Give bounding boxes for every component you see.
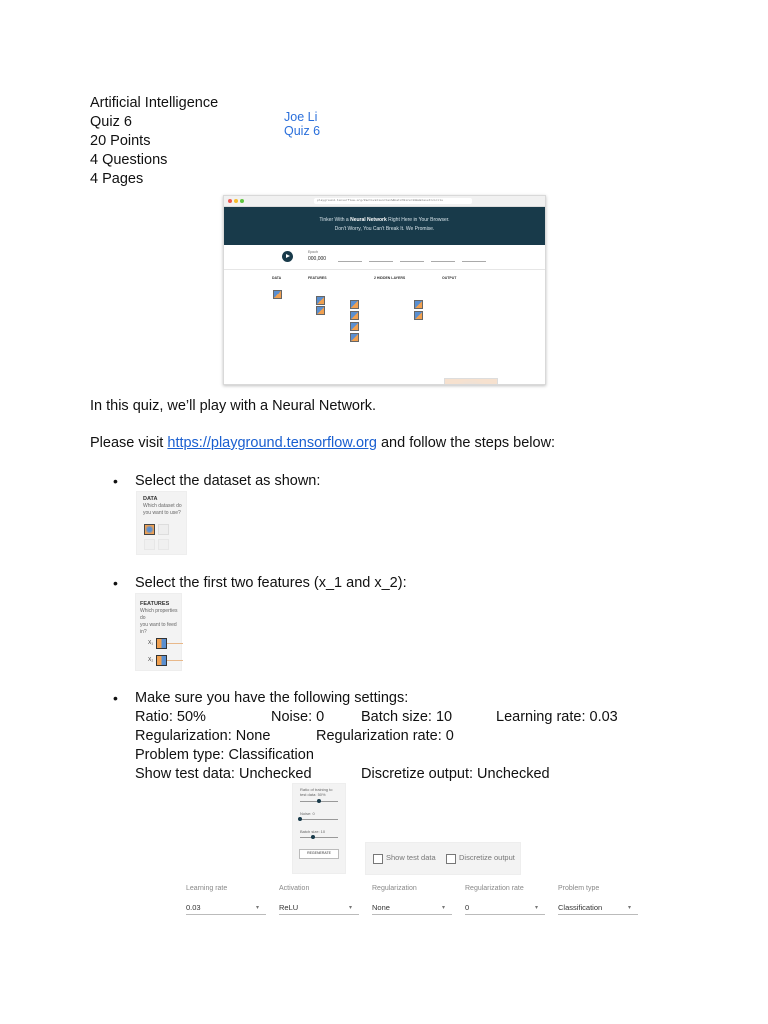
- features-inset-desc: Which properties do you want to feed in?: [140, 608, 178, 635]
- points-line: 20 Points: [90, 133, 151, 149]
- dataset-thumb: [273, 290, 282, 299]
- banner-line-2: Don't Worry, You Can't Break It. We Promise.: [334, 226, 435, 232]
- discretize-label: Discretize output: [459, 853, 515, 862]
- noise-slider-track: [300, 819, 338, 820]
- select-label: Regularization rate: [465, 885, 524, 892]
- setting-reg-rate: Regularization rate: 0: [316, 728, 454, 744]
- quiz-header: [90, 94, 218, 189]
- discretize-checkbox: [446, 854, 456, 864]
- hidden-node: [350, 333, 359, 342]
- select-underline: [372, 914, 452, 915]
- author-name: Joe Li: [284, 110, 318, 124]
- select-label: Problem type: [558, 885, 600, 892]
- close-dot-icon: [228, 199, 232, 203]
- features-inset-title: FEATURES: [140, 601, 170, 607]
- hidden-node: [414, 311, 423, 320]
- batch-slider-track: [300, 837, 338, 838]
- dataset-option-icon: [158, 524, 169, 535]
- checkbox-inset-image: [365, 842, 521, 875]
- x2-feature-icon: [156, 655, 167, 666]
- feature-node: [316, 296, 325, 305]
- step-dataset: • Select the dataset as shown:: [113, 473, 321, 489]
- select-row-image: [0, 880, 768, 920]
- ratio-slider-knob: [317, 799, 321, 803]
- step-settings: • Make sure you have the following settings:: [113, 690, 409, 706]
- setting-batch: Batch size: 10: [361, 709, 453, 725]
- mini-select-activation: [369, 253, 393, 262]
- questions-line: 4 Questions: [90, 152, 168, 168]
- select-underline: [279, 914, 359, 915]
- dataset-option-icon: [158, 539, 169, 550]
- col-features: FEATURES: [308, 276, 327, 280]
- step-features: • Select the first two features (x_1 and x_2):: [113, 575, 407, 591]
- mini-select-lr: [338, 253, 362, 262]
- select-underline: [465, 914, 545, 915]
- control-row: [224, 245, 545, 270]
- learning-rate-value: 0.03: [186, 903, 201, 912]
- bullet-icon: •: [113, 690, 118, 706]
- setting-discretize: Discretize output: Unchecked: [361, 766, 550, 782]
- playground-link[interactable]: https://playground.tensorflow.org: [167, 435, 377, 451]
- hidden-node: [350, 300, 359, 309]
- data-inset-title: DATA: [143, 496, 158, 502]
- mini-select-regrate: [431, 253, 455, 262]
- circle-dataset-icon: [144, 524, 155, 535]
- epoch-label: Epoch: [308, 250, 318, 254]
- setting-problem-type: Problem type: Classification: [135, 747, 314, 763]
- hidden-node: [350, 311, 359, 320]
- features-inset-image: [135, 593, 182, 671]
- noise-slider-knob: [298, 817, 302, 821]
- course-title: Artificial Intelligence: [90, 95, 219, 111]
- chevron-down-icon: ▾: [535, 905, 539, 911]
- minimize-dot-icon: [234, 199, 238, 203]
- setting-ratio: Ratio: 50%: [135, 709, 206, 725]
- x1-feature-icon: [156, 638, 167, 649]
- bullet-icon: •: [113, 473, 118, 489]
- regenerate-button: REGENERATE: [299, 849, 339, 859]
- activation-value: ReLU: [279, 903, 299, 912]
- col-output: OUTPUT: [442, 276, 457, 280]
- setting-show-test: Show test data: Unchecked: [135, 766, 312, 782]
- select-underline: [558, 914, 638, 915]
- intro-text: In this quiz, we’ll play with a Neural Network.: [90, 398, 377, 414]
- dataset-option-icon: [144, 539, 155, 550]
- bullet-icon: •: [113, 575, 118, 591]
- output-plot: [444, 378, 498, 385]
- mini-select-reg: [400, 253, 424, 262]
- select-label: Learning rate: [186, 885, 228, 892]
- playground-screenshot: [223, 195, 546, 385]
- author-quiz: Quiz 6: [284, 124, 321, 138]
- col-hidden-layers: 2 HIDDEN LAYERS: [374, 276, 406, 280]
- x2-label: X₂: [148, 657, 154, 663]
- noise-slider-label: Noise: 0: [300, 811, 315, 816]
- visit-pre: Please visit: [90, 435, 168, 451]
- pages-line: 4 Pages: [90, 171, 144, 187]
- visit-line: [90, 434, 555, 453]
- data-inset-image: [136, 491, 187, 555]
- batch-slider-label: Batch size: 10: [300, 829, 326, 834]
- col-data: DATA: [272, 276, 282, 280]
- browser-bar: [224, 196, 545, 207]
- chevron-down-icon: ▾: [256, 905, 260, 911]
- banner-line-1: Tinker With a Neural Network Right Here in Your Browser.: [319, 217, 450, 223]
- show-test-checkbox: [373, 854, 383, 864]
- maximize-dot-icon: [240, 199, 244, 203]
- mini-select-problem: [462, 253, 486, 262]
- author-block: [284, 110, 320, 138]
- x2-link: [167, 660, 183, 661]
- chevron-down-icon: ▾: [442, 905, 446, 911]
- playground-banner: [224, 207, 545, 245]
- x1-link: [167, 643, 183, 644]
- quiz-number: Quiz 6: [90, 114, 132, 130]
- select-label: Regularization: [372, 885, 417, 892]
- hidden-node: [414, 300, 423, 309]
- hidden-node: [350, 322, 359, 331]
- data-inset-desc: Which dataset do you want to use?: [143, 503, 182, 516]
- ratio-slider-label: Ratio of training to test data: 50%: [300, 787, 333, 797]
- x1-label: X₁: [148, 640, 154, 646]
- chevron-down-icon: ▾: [349, 905, 353, 911]
- select-underline: [186, 914, 266, 915]
- problem-type-value: Classification: [558, 903, 603, 912]
- feature-node: [316, 306, 325, 315]
- play-icon: [282, 251, 293, 262]
- show-test-label: Show test data: [386, 853, 436, 862]
- regularization-rate-value: 0: [465, 903, 470, 912]
- playground-body: [224, 270, 545, 385]
- settings-inset-image: [292, 783, 346, 874]
- visit-post: and follow the steps below:: [376, 435, 556, 451]
- setting-learning-rate: Learning rate: 0.03: [496, 709, 618, 725]
- url-bar: playground.tensorflow.org/#activation=tanh&batchSize=10&dataset=circle: [314, 198, 472, 204]
- chevron-down-icon: ▾: [628, 905, 632, 911]
- setting-regularization: Regularization: None: [135, 728, 271, 744]
- epoch-value: 000,000: [308, 256, 327, 262]
- regularization-value: None: [372, 903, 390, 912]
- select-label: Activation: [279, 885, 310, 892]
- setting-noise: Noise: 0: [271, 709, 325, 725]
- batch-slider-knob: [311, 835, 315, 839]
